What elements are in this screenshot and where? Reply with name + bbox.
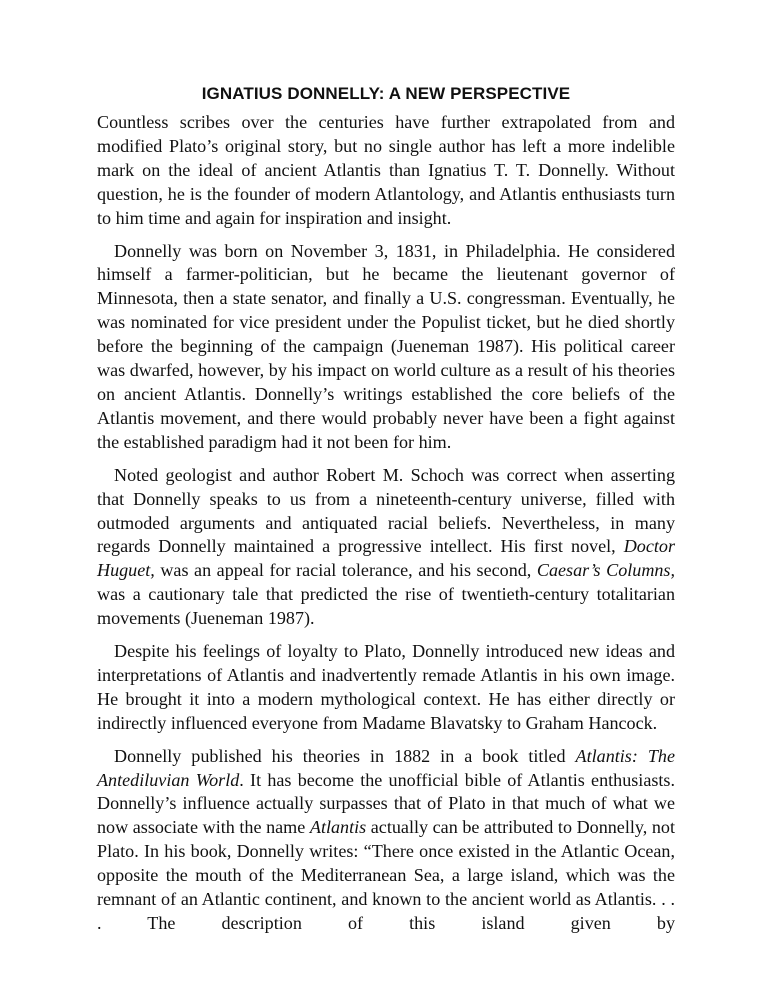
term-atlantis: Atlantis	[309, 817, 367, 838]
paragraph-5-text-e: actually can be attributed to Donnelly, not Plato. In his book, Donnelly writes: “There once existed in the Atlantic Ocean, opposite the mouth of the Mediterranean Sea, a large island, which was the remnant of an Atlantic continent, and known to the ancient world as Atlantis. . . . The description of this island given by	[97, 817, 675, 933]
paragraph-4: Despite his feelings of loyalty to Plato, Donnelly introduced new ideas and interpretations of Atlantis and inadvertently remade Atlantis in his own image. He brought it into a modern mythological context. He has either directly or indirectly influenced everyone from Madame Blavatsky to Graham Hancock.	[97, 641, 675, 733]
paragraph-3-text-c: was an appeal for racial tolerance, and his second,	[154, 560, 537, 581]
paragraph-5	[97, 745, 675, 936]
book-title-atlantis-antediluvian-world: Atlantis: The Antediluvian World	[97, 745, 675, 790]
paragraph-3-text-e: was a cautionary tale that predicted the rise of twentieth-century totalitarian movements (Jueneman 1987).	[97, 584, 675, 629]
document-page	[97, 84, 675, 945]
paragraph-1: Countless scribes over the centuries have further extrapolated from and modified Plato’s original story, but no single author has left a more indelible mark on the ideal of ancient Atlantis than Ignatius T. T. Donnelly. Without question, he is the founder of modern Atlantology, and Atlantis enthusiasts turn to him time and again for inspiration and insight.	[97, 112, 675, 228]
paragraph-3	[97, 464, 675, 631]
paragraph-2: Donnelly was born on November 3, 1831, in Philadelphia. He considered himself a farmer-politician, but he became the lieutenant governor of Minnesota, then a state senator, and finally a U.S. congressman. Eventually, he was nominated for vice president under the Populist ticket, but he died shortly before the beginning of the campaign (Jueneman 1987). His political career was dwarfed, however, by his impact on world culture as a result of his theories on ancient Atlantis. Donnelly’s writings established the core beliefs of the Atlantis movement, and there would probably never have been a fight against the established paradigm had it not been for him.	[97, 240, 675, 452]
book-title-caesars-columns: Caesar’s Columns,	[536, 560, 675, 581]
paragraph-3-text-a: Noted geologist and author Robert M. Schoch was correct when asserting that Donnelly speaks to us from a nineteenth-century universe, filled with outmoded arguments and antiquated racial beliefs. Nevertheless, in many regards Donnelly maintained a progressive intellect. His first novel,	[97, 464, 675, 557]
paragraph-5-text-c: . It has become the unofficial bible of Atlantis enthusiasts. Donnelly’s influence actually surpasses that of Plato in that much of what we now associate with the name	[97, 769, 675, 838]
section-heading: IGNATIUS DONNELLY: A NEW PERSPECTIVE	[201, 84, 571, 103]
book-title-doctor-huguet: Doctor Huguet,	[97, 536, 675, 581]
paragraph-5-text-a: Donnelly published his theories in 1882 in a book titled	[114, 745, 576, 766]
